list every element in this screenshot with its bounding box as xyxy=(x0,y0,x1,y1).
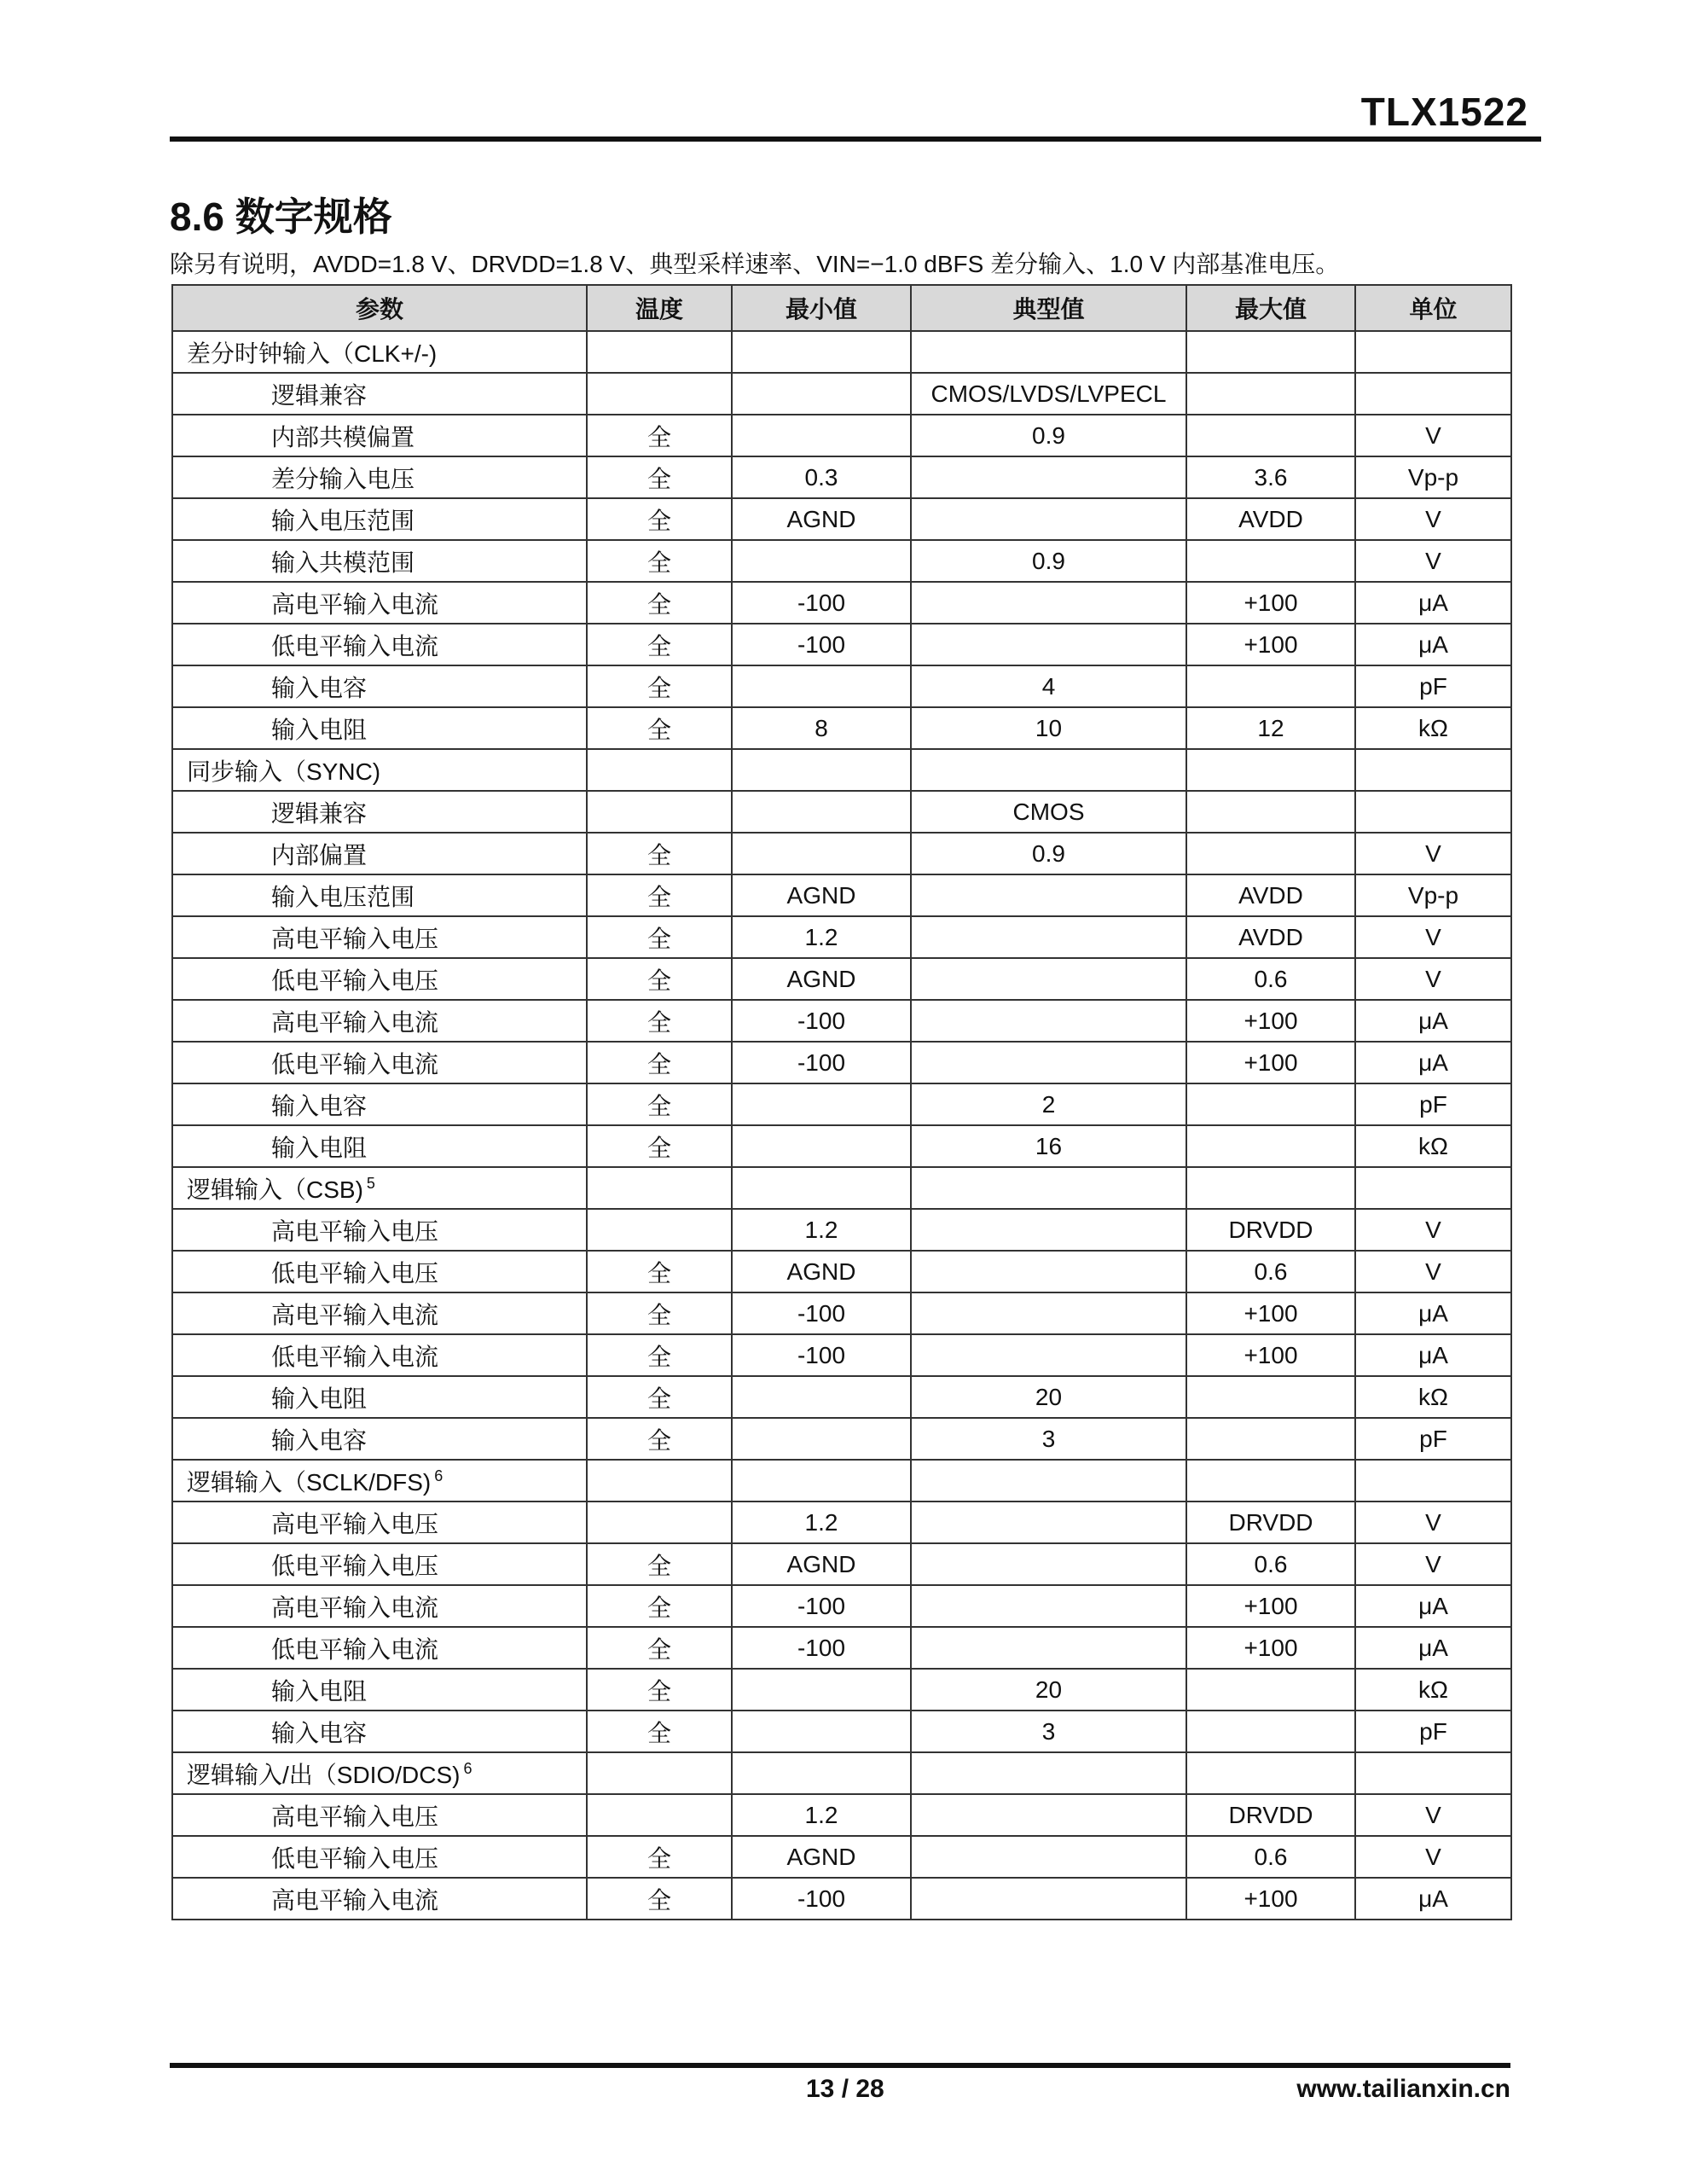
unit-cell: μA xyxy=(1355,1042,1511,1083)
min-cell: AGND xyxy=(732,874,911,916)
unit-cell: V xyxy=(1355,1209,1511,1251)
max-cell: +100 xyxy=(1186,1334,1355,1376)
table-row xyxy=(172,791,1511,833)
temp-cell xyxy=(587,1794,732,1836)
max-cell: DRVDD xyxy=(1186,1209,1355,1251)
param-cell: 输入电容 xyxy=(172,1711,587,1752)
typ-cell xyxy=(911,1251,1186,1292)
unit-cell: μA xyxy=(1355,1585,1511,1627)
unit-cell: pF xyxy=(1355,1418,1511,1460)
empty-cell xyxy=(587,331,732,373)
param-cell: 输入电容 xyxy=(172,1083,587,1125)
param-cell: 输入电阻 xyxy=(172,1669,587,1711)
temp-cell: 全 xyxy=(587,958,732,1000)
unit-cell: Vp-p xyxy=(1355,456,1511,498)
typ-cell: 3 xyxy=(911,1418,1186,1460)
typ-cell xyxy=(911,456,1186,498)
param-cell: 高电平输入电流 xyxy=(172,1878,587,1920)
param-cell: 低电平输入电压 xyxy=(172,1836,587,1878)
table-row xyxy=(172,1000,1511,1042)
table-body xyxy=(172,331,1511,1920)
typ-cell xyxy=(911,498,1186,540)
min-cell: -100 xyxy=(732,1000,911,1042)
table-row xyxy=(172,1292,1511,1334)
empty-cell xyxy=(911,1460,1186,1502)
unit-cell: μA xyxy=(1355,1292,1511,1334)
footer-rule xyxy=(170,2063,1510,2068)
typ-cell: 10 xyxy=(911,707,1186,749)
temp-cell: 全 xyxy=(587,1585,732,1627)
unit-cell: kΩ xyxy=(1355,1125,1511,1167)
table-row xyxy=(172,1334,1511,1376)
empty-cell xyxy=(1186,331,1355,373)
param-cell: 低电平输入电流 xyxy=(172,1042,587,1083)
param-cell: 输入电阻 xyxy=(172,1125,587,1167)
typ-cell xyxy=(911,916,1186,958)
header-rule xyxy=(170,136,1541,142)
temp-cell: 全 xyxy=(587,1000,732,1042)
header-min: 最小值 xyxy=(732,285,911,331)
param-cell: 内部偏置 xyxy=(172,833,587,874)
header-parameter: 参数 xyxy=(172,285,587,331)
max-cell: +100 xyxy=(1186,1292,1355,1334)
temp-cell xyxy=(587,1502,732,1543)
typ-cell: 4 xyxy=(911,665,1186,707)
unit-cell xyxy=(1355,373,1511,415)
temp-cell: 全 xyxy=(587,415,732,456)
group-title: 逻辑输入（CSB) xyxy=(187,1176,363,1203)
typ-cell xyxy=(911,1543,1186,1585)
temp-cell: 全 xyxy=(587,874,732,916)
temp-cell: 全 xyxy=(587,498,732,540)
empty-cell xyxy=(587,749,732,791)
table-row xyxy=(172,1083,1511,1125)
min-cell: -100 xyxy=(732,624,911,665)
table-row xyxy=(172,1711,1511,1752)
max-cell: 12 xyxy=(1186,707,1355,749)
unit-cell: μA xyxy=(1355,624,1511,665)
table-row xyxy=(172,958,1511,1000)
temp-cell: 全 xyxy=(587,1627,732,1669)
max-cell xyxy=(1186,540,1355,582)
empty-cell xyxy=(732,1167,911,1209)
max-cell: AVDD xyxy=(1186,916,1355,958)
unit-cell: V xyxy=(1355,1251,1511,1292)
table-row xyxy=(172,415,1511,456)
empty-cell xyxy=(911,749,1186,791)
max-cell xyxy=(1186,373,1355,415)
website-url: www.tailianxin.cn xyxy=(1296,2075,1510,2103)
typ-cell xyxy=(911,874,1186,916)
max-cell: 0.6 xyxy=(1186,1543,1355,1585)
param-cell: 低电平输入电压 xyxy=(172,1251,587,1292)
min-cell: -100 xyxy=(732,1585,911,1627)
max-cell xyxy=(1186,833,1355,874)
table-row xyxy=(172,1627,1511,1669)
group-row xyxy=(172,1752,1511,1794)
footnote-ref: 6 xyxy=(434,1467,443,1485)
table-row xyxy=(172,833,1511,874)
unit-cell: V xyxy=(1355,1836,1511,1878)
param-cell: 逻辑兼容 xyxy=(172,373,587,415)
min-cell: AGND xyxy=(732,1251,911,1292)
empty-cell xyxy=(732,331,911,373)
table-row xyxy=(172,1042,1511,1083)
unit-cell: μA xyxy=(1355,582,1511,624)
table-row xyxy=(172,1543,1511,1585)
typ-cell xyxy=(911,1585,1186,1627)
typ-cell: 0.9 xyxy=(911,540,1186,582)
param-cell: 高电平输入电压 xyxy=(172,916,587,958)
table-row xyxy=(172,373,1511,415)
min-cell: -100 xyxy=(732,582,911,624)
unit-cell: pF xyxy=(1355,665,1511,707)
unit-cell: μA xyxy=(1355,1627,1511,1669)
max-cell: +100 xyxy=(1186,1627,1355,1669)
temp-cell: 全 xyxy=(587,916,732,958)
footnote-ref: 5 xyxy=(366,1175,375,1193)
temp-cell xyxy=(587,373,732,415)
group-title-cell xyxy=(172,749,587,791)
typ-cell: 16 xyxy=(911,1125,1186,1167)
unit-cell: V xyxy=(1355,958,1511,1000)
min-cell: AGND xyxy=(732,498,911,540)
unit-cell: V xyxy=(1355,540,1511,582)
empty-cell xyxy=(587,1752,732,1794)
group-row xyxy=(172,1460,1511,1502)
typ-cell xyxy=(911,624,1186,665)
unit-cell: kΩ xyxy=(1355,1376,1511,1418)
param-cell: 输入电压范围 xyxy=(172,874,587,916)
min-cell: 1.2 xyxy=(732,1209,911,1251)
header-max: 最大值 xyxy=(1186,285,1355,331)
max-cell: +100 xyxy=(1186,1000,1355,1042)
max-cell: +100 xyxy=(1186,1042,1355,1083)
param-cell: 高电平输入电流 xyxy=(172,1585,587,1627)
table-row xyxy=(172,1878,1511,1920)
group-title-cell xyxy=(172,1752,587,1794)
section-intro: 除另有说明，AVDD=1.8 V、DRVDD=1.8 V、典型采样速率、VIN=−1.0 dBFS 差分输入、1.0 V 内部基准电压。 xyxy=(170,251,1340,277)
param-cell: 低电平输入电流 xyxy=(172,1334,587,1376)
min-cell xyxy=(732,665,911,707)
unit-cell: V xyxy=(1355,1794,1511,1836)
table-row xyxy=(172,582,1511,624)
empty-cell xyxy=(1355,749,1511,791)
empty-cell xyxy=(732,1752,911,1794)
unit-cell: pF xyxy=(1355,1711,1511,1752)
table-row xyxy=(172,1209,1511,1251)
empty-cell xyxy=(587,1167,732,1209)
param-cell: 低电平输入电流 xyxy=(172,624,587,665)
empty-cell xyxy=(587,1460,732,1502)
table-row xyxy=(172,1585,1511,1627)
unit-cell: V xyxy=(1355,916,1511,958)
temp-cell: 全 xyxy=(587,1042,732,1083)
typ-cell: CMOS xyxy=(911,791,1186,833)
max-cell xyxy=(1186,1418,1355,1460)
temp-cell: 全 xyxy=(587,833,732,874)
header-unit: 单位 xyxy=(1355,285,1511,331)
group-row xyxy=(172,331,1511,373)
min-cell: -100 xyxy=(732,1627,911,1669)
typ-cell xyxy=(911,958,1186,1000)
unit-cell: V xyxy=(1355,1502,1511,1543)
max-cell xyxy=(1186,1376,1355,1418)
max-cell: DRVDD xyxy=(1186,1502,1355,1543)
temp-cell: 全 xyxy=(587,1543,732,1585)
table-row xyxy=(172,1251,1511,1292)
min-cell xyxy=(732,415,911,456)
unit-cell: pF xyxy=(1355,1083,1511,1125)
temp-cell: 全 xyxy=(587,1334,732,1376)
max-cell xyxy=(1186,665,1355,707)
temp-cell: 全 xyxy=(587,456,732,498)
typ-cell: 0.9 xyxy=(911,833,1186,874)
min-cell xyxy=(732,833,911,874)
min-cell: -100 xyxy=(732,1292,911,1334)
min-cell: 0.3 xyxy=(732,456,911,498)
param-cell: 输入电压范围 xyxy=(172,498,587,540)
min-cell: AGND xyxy=(732,1543,911,1585)
param-cell: 输入电容 xyxy=(172,1418,587,1460)
section-title: 8.6 数字规格 xyxy=(170,195,392,239)
max-cell xyxy=(1186,415,1355,456)
param-cell: 输入电阻 xyxy=(172,1376,587,1418)
unit-cell: V xyxy=(1355,415,1511,456)
min-cell xyxy=(732,1669,911,1711)
min-cell: -100 xyxy=(732,1878,911,1920)
param-cell: 高电平输入电流 xyxy=(172,1292,587,1334)
param-cell: 高电平输入电流 xyxy=(172,582,587,624)
min-cell: AGND xyxy=(732,958,911,1000)
max-cell: 0.6 xyxy=(1186,958,1355,1000)
min-cell xyxy=(732,791,911,833)
table-row xyxy=(172,1502,1511,1543)
empty-cell xyxy=(911,1167,1186,1209)
max-cell: AVDD xyxy=(1186,874,1355,916)
typ-cell xyxy=(911,1627,1186,1669)
empty-cell xyxy=(1355,331,1511,373)
table-row xyxy=(172,707,1511,749)
max-cell xyxy=(1186,1083,1355,1125)
table-row xyxy=(172,1794,1511,1836)
temp-cell: 全 xyxy=(587,1251,732,1292)
temp-cell: 全 xyxy=(587,1083,732,1125)
typ-cell: 20 xyxy=(911,1376,1186,1418)
temp-cell: 全 xyxy=(587,540,732,582)
table-row xyxy=(172,1125,1511,1167)
table-row xyxy=(172,624,1511,665)
typ-cell: CMOS/LVDS/LVPECL xyxy=(911,373,1186,415)
empty-cell xyxy=(732,1460,911,1502)
empty-cell xyxy=(911,1752,1186,1794)
empty-cell xyxy=(1186,1460,1355,1502)
max-cell: 0.6 xyxy=(1186,1251,1355,1292)
temp-cell xyxy=(587,1209,732,1251)
temp-cell: 全 xyxy=(587,1418,732,1460)
typ-cell xyxy=(911,1836,1186,1878)
table-row xyxy=(172,1418,1511,1460)
table-row xyxy=(172,1376,1511,1418)
digital-spec-table xyxy=(171,284,1512,1920)
unit-cell: V xyxy=(1355,498,1511,540)
typ-cell xyxy=(911,1000,1186,1042)
max-cell: +100 xyxy=(1186,624,1355,665)
footnote-ref: 6 xyxy=(463,1760,472,1778)
empty-cell xyxy=(1355,1752,1511,1794)
typ-cell xyxy=(911,1209,1186,1251)
table-row xyxy=(172,1669,1511,1711)
max-cell xyxy=(1186,1669,1355,1711)
table-row xyxy=(172,456,1511,498)
param-cell: 高电平输入电压 xyxy=(172,1209,587,1251)
param-cell: 低电平输入电流 xyxy=(172,1627,587,1669)
empty-cell xyxy=(911,331,1186,373)
group-title: 逻辑输入/出（SDIO/DCS) xyxy=(187,1761,461,1788)
min-cell: AGND xyxy=(732,1836,911,1878)
page-number: 13 / 28 xyxy=(806,2075,884,2103)
param-cell: 输入电容 xyxy=(172,665,587,707)
param-cell: 低电平输入电压 xyxy=(172,1543,587,1585)
unit-cell: V xyxy=(1355,1543,1511,1585)
min-cell: -100 xyxy=(732,1042,911,1083)
temp-cell: 全 xyxy=(587,707,732,749)
min-cell xyxy=(732,1376,911,1418)
table-header-row xyxy=(172,285,1511,331)
table-row xyxy=(172,498,1511,540)
group-title: 逻辑输入（SCLK/DFS) xyxy=(187,1468,432,1496)
unit-cell xyxy=(1355,791,1511,833)
min-cell: 1.2 xyxy=(732,916,911,958)
empty-cell xyxy=(1186,749,1355,791)
typ-cell xyxy=(911,582,1186,624)
max-cell: +100 xyxy=(1186,1878,1355,1920)
param-cell: 高电平输入电流 xyxy=(172,1000,587,1042)
temp-cell: 全 xyxy=(587,624,732,665)
max-cell: 3.6 xyxy=(1186,456,1355,498)
typ-cell xyxy=(911,1794,1186,1836)
param-cell: 输入电阻 xyxy=(172,707,587,749)
temp-cell: 全 xyxy=(587,1711,732,1752)
max-cell: 0.6 xyxy=(1186,1836,1355,1878)
empty-cell xyxy=(1186,1752,1355,1794)
unit-cell: Vp-p xyxy=(1355,874,1511,916)
max-cell: +100 xyxy=(1186,582,1355,624)
min-cell xyxy=(732,1125,911,1167)
header-typ: 典型值 xyxy=(911,285,1186,331)
table-row xyxy=(172,874,1511,916)
temp-cell: 全 xyxy=(587,1292,732,1334)
typ-cell xyxy=(911,1502,1186,1543)
group-row xyxy=(172,749,1511,791)
empty-cell xyxy=(1355,1460,1511,1502)
temp-cell: 全 xyxy=(587,1669,732,1711)
max-cell xyxy=(1186,1711,1355,1752)
empty-cell xyxy=(1355,1167,1511,1209)
param-cell: 差分输入电压 xyxy=(172,456,587,498)
temp-cell: 全 xyxy=(587,582,732,624)
min-cell: 8 xyxy=(732,707,911,749)
param-cell: 逻辑兼容 xyxy=(172,791,587,833)
max-cell: +100 xyxy=(1186,1585,1355,1627)
min-cell: 1.2 xyxy=(732,1502,911,1543)
unit-cell: V xyxy=(1355,833,1511,874)
group-row xyxy=(172,1167,1511,1209)
group-title-cell xyxy=(172,331,587,373)
typ-cell xyxy=(911,1042,1186,1083)
min-cell xyxy=(732,1418,911,1460)
unit-cell: kΩ xyxy=(1355,707,1511,749)
typ-cell: 20 xyxy=(911,1669,1186,1711)
max-cell: AVDD xyxy=(1186,498,1355,540)
min-cell xyxy=(732,373,911,415)
typ-cell xyxy=(911,1292,1186,1334)
temp-cell xyxy=(587,791,732,833)
empty-cell xyxy=(1186,1167,1355,1209)
param-cell: 高电平输入电压 xyxy=(172,1502,587,1543)
param-cell: 低电平输入电压 xyxy=(172,958,587,1000)
group-title: 同步输入（SYNC) xyxy=(187,758,381,785)
group-title: 差分时钟输入（CLK+/-) xyxy=(187,340,438,367)
min-cell: -100 xyxy=(732,1334,911,1376)
unit-cell: μA xyxy=(1355,1334,1511,1376)
unit-cell: μA xyxy=(1355,1000,1511,1042)
param-cell: 内部共模偏置 xyxy=(172,415,587,456)
max-cell xyxy=(1186,1125,1355,1167)
param-cell: 输入共模范围 xyxy=(172,540,587,582)
min-cell xyxy=(732,1083,911,1125)
max-cell xyxy=(1186,791,1355,833)
typ-cell: 0.9 xyxy=(911,415,1186,456)
unit-cell: μA xyxy=(1355,1878,1511,1920)
max-cell: DRVDD xyxy=(1186,1794,1355,1836)
min-cell: 1.2 xyxy=(732,1794,911,1836)
header-temperature: 温度 xyxy=(587,285,732,331)
typ-cell xyxy=(911,1334,1186,1376)
typ-cell xyxy=(911,1878,1186,1920)
typ-cell: 3 xyxy=(911,1711,1186,1752)
brand-name: TLX1522 xyxy=(1360,90,1528,134)
temp-cell: 全 xyxy=(587,1836,732,1878)
temp-cell: 全 xyxy=(587,665,732,707)
table-row xyxy=(172,665,1511,707)
temp-cell: 全 xyxy=(587,1878,732,1920)
temp-cell: 全 xyxy=(587,1125,732,1167)
unit-cell: kΩ xyxy=(1355,1669,1511,1711)
table-row xyxy=(172,1836,1511,1878)
typ-cell: 2 xyxy=(911,1083,1186,1125)
min-cell xyxy=(732,540,911,582)
param-cell: 高电平输入电压 xyxy=(172,1794,587,1836)
empty-cell xyxy=(732,749,911,791)
min-cell xyxy=(732,1711,911,1752)
group-title-cell xyxy=(172,1167,587,1209)
temp-cell: 全 xyxy=(587,1376,732,1418)
table-row xyxy=(172,916,1511,958)
group-title-cell xyxy=(172,1460,587,1502)
table-row xyxy=(172,540,1511,582)
